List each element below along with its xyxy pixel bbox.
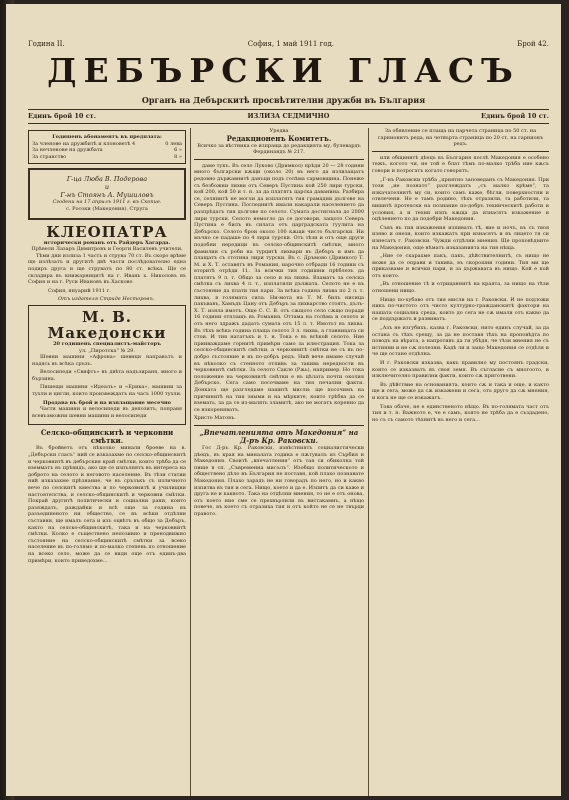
- makedonski-title: М. В. Македонски: [47, 307, 167, 342]
- masthead-rule-top: [28, 109, 549, 110]
- newspaper-subtitle: Органъ на Дебърскитѣ просвѣтителни дружби въ България: [141, 95, 426, 105]
- article-right-p8: Въ дѣйствие на основанията, които сѫ и така и още, и както ще и сега, може да сѫ изкажени и сега, отъ друго да сѫ мнения, и кога не ще се изкажатъ.: [372, 381, 549, 401]
- subscription-row-label: За нечленове на дружбата: [32, 147, 103, 154]
- article-right-intro: или общинитѣ дѣецъ въ България послѣ Македония е особено тежъ, когото чи, не той е блат тѣмъ по-малко трѣба ние кѫсъ говори и потрогатъ когато говорятъ.: [372, 154, 549, 174]
- article-mid-author: Христо Матовъ.: [194, 415, 236, 422]
- subscription-title: Годишенъ абонаментъ въ предплата:: [52, 134, 162, 140]
- makedonski-address: ул. „Пиротска“ № 29.: [79, 347, 135, 354]
- cleopatra-date: София, януарий 1911 г.: [48, 287, 111, 294]
- subscription-row: [32, 154, 182, 161]
- subscription-row-value: 8 »: [174, 153, 182, 160]
- column-left: [28, 128, 186, 566]
- cleopatra-publisher: Отъ издателя Стриде Несторовъ.: [58, 296, 155, 303]
- column-divider-2: [368, 128, 369, 796]
- ads-rate-note: За обявление се плаща на парчета страница по 50 ст. на гарнионитъ реда, на четвърта страница по 20 ст. на гарнионъ редъ.: [377, 128, 544, 148]
- makedonski-p1: Шевни машини «Афрона» шевици направътъ и надясь въ всѣка сръзъ.: [32, 354, 182, 367]
- makedonski-p3: Пишещи машини «Идеалъ» и «Ерика», машини за тухли и цигли, които произвеждатъ на часъ 1000 тухли.: [32, 384, 182, 398]
- masthead-topline: [28, 38, 549, 49]
- makedonski-p5: Части машини и велосипеди въ депозитъ, поправя всевъзможни шевни машини и велосипеди: [32, 406, 182, 419]
- article-mid-text: даме тукъ. Въ село Луково (Дримкол) прѣди 20 — 28 години много български кѫщи (около 20) въ него да излизащатъ редовно държавнитѣ данъци подъ голѣма сармовщина. Понеже съ безбожни лихви отъ Северъ Пустина кой 250 лири турски, кой 200, кой 50 и т. н. за да платятъ царска даванина. Разбира се, селянитѣ не могли да изплатятъ тия грамадни дългове на Северъ Пустина. Последнитѣ имали накарали населението да разпрѣдатъ тия дългове по селото. Сумата достигнала до 2000 лири турски. Селото немогло да се договори, защото Северъ Пустина е билъ въ силата отъ царградската гуулита на Дебърско. Селото брои около 100 кѫщи чисто български. Ни мъчно се падаше по 4 лири турски. Отъ тѣзи и отъ още други подобни нередици въ селско-общинскитѣ смѣтки, много фамилии съ роби на турцитѣ лихвари въ Дебъръ и имъ да плащатъ съ стотина лири турски. Въ с. Дръмово (Дримкол) Т. М. и Х. Т. оставятъ въ Романия, нарочно отбради 16 години съ вторитѣ отрѣди 11. За всички тия годишни прѣблезъ да платятъ 9 л. т. Общо за село и на лихва. Взаматъ за селска смѣтка съ лихва 4 л. т., изплатили дължата. Селото не е въ състояние да плати тия пари. За всѣка година лихва по 2 л. т. лихва, в голямата сила. Ни-мота на Т. М. билъ нисица пакъвавъ, Хамъдъ Цану отъ Дебъръ за лихварство стоятъ, дълъ-Х. Т. изяла имотъ. Още С. С. В. отъ сѫщото село сѫщо поради 16 години отплащъ въ Романия. Оттама на голѣма и селото и отъ него здражъ дадатъ сумата отъ 15 л. т. Имотът въ лихва. Въ тѣхъ всѣка година плаща селото 3 л. лихва, а главницата си стои. И тия нататъкъ и т. н. Тока е въ всѣкой селото. Ние прииваждаме горнитѣ примѣри само за илюстрация. Тока за селско-общинскитѣ смѣтки, а черковнитѣ смѣтки не съ въ по-добро състояние и въ по-добръ редъ. Ний вече имаме случай въ нѣколко съ стенното отпивъ за такива нередности въ черковнитѣ смѣтки. За селото Сакле (Рѫь), например. Но тока положение на черковнитѣ смѣтки е въ цѣлата почти околия Дебърско. Сега само посочваме на тия печални факти. Донката ще разгледаме нашитѣ мисли: ще посочимъ на причинитѣ на тия зными и на мѣрките, които трѣбва да се вземать, за да се из-малять зламитѣ, ако не могатъ коренно да се изкореняватъ.: [194, 162, 364, 413]
- subscription-row-value: 0 лева: [165, 140, 182, 147]
- wedding-announcement: [28, 168, 186, 219]
- year-label: Година II.: [28, 39, 65, 48]
- makedonski-p4: Продава въ брой и на изплащание месечно: [42, 399, 171, 406]
- masthead-rule-bottom: [28, 123, 549, 124]
- article-left-text: Въ бройветъ отъ нѣколко минали броеве на в. „Дебърски гласъ“ ний се изказахме по селско-общинскитѣ и черковнитѣ въ дебърския край смѣтки, които трѣба да се вземматъ въ прѣвидъ, ако ще се изпълнятъ въ интереса на доброто на селото и неговото население. Въ тѣзи статии ний изказахме прѣзнание, че въ сръзъкъ съ изличното вече по селскитѣ кмества и по черковнитѣ и училищни настоятелства, и селско-общинскитѣ и черковни смѣтки. Покрай другитѣ политически и социални рани, които разяждатъ, раждайки и всѣ още за година въ разъединеното ни общество, се въ всѣки отдѣлни съставни, ще ималъ сега и изъ оцвѣтъ въ общо за Дебъръ, както на селско-общинскитѣ, така и на черковнитѣ смѣтки. Колко е съществено непозивно и пренодвижно състояние на селско-общинскитѣ смѣтки за всеко население въ по-голямо и по-малко степень по отношение на всеко село, може да се види още отъ единъ-два примѣри, които приведохме...: [28, 445, 186, 564]
- ads-rate-separator: [372, 151, 549, 152]
- newspaper-title: ДЕБЪРСКИ ГЛАСЪ: [47, 51, 520, 90]
- makedonski-ad: [28, 305, 186, 426]
- article-left-title: Селско-общинскитѣ и черковни смѣтки.: [40, 428, 174, 446]
- wedding-line-1: Г-ца Люба В. Подерова: [66, 175, 148, 184]
- column-middle: [194, 128, 364, 519]
- newspaper-page: [6, 4, 561, 796]
- price-right: Единъ брой 10 ст.: [481, 112, 549, 120]
- editorial-note: Всичко за вѣстника се изпраща до редакцията му, булевардъ Фердинандъ № 217.: [197, 142, 361, 156]
- article-mid-separator: [194, 425, 364, 426]
- cleopatra-text: Тѣми дни излиза 1 часть и струва 70 ст. Въ скоро врѣме ще излѣзатъ и другитѣ двѣ части послѣдователно една подиръ друга и ще струватъ по 80 ст. всѣка. Ще се складира въ книжарницитѣ на г. Ивань х. Николовъ въ София и на г. Руси Ивановъ въ Хасково: [28, 252, 186, 286]
- column-divider-1: [190, 128, 191, 796]
- editorial-separator: [194, 159, 364, 160]
- article-right-p7: И г. Раковски изказва, какъ правилно му постоянъ градски, които се изказватъ въ своя земя. Въ съгласие съ многоото, и изключително правилни факти, които сѫ приготвени.: [372, 360, 549, 380]
- cleopatra-subtitle: исторически романъ отъ Райдеръ Хагарда.: [43, 239, 171, 246]
- masthead-frequency-row: [28, 112, 549, 120]
- article-right-p5: Нищо по-хубаво отъ тия мисли на г. Раковски. И не подложи никъ по-чистото отъ чисто културно-гражданскитѣ фактори на нашата социална среда, които до сега не сѫ имали отъ какво да се поддържатъ и развиватъ.: [372, 296, 549, 323]
- place-date-label: София, 1 май 1911 год.: [247, 39, 334, 48]
- makedonski-p2: Велосипеди «Свифтъ» въ двѣта надъзираня, много и бързина.: [32, 369, 182, 382]
- article-right-p4: „Въ отношение тѣ и отрицаннитѣ на краята, за нищо на тѣзи отношени нищо.: [372, 281, 549, 295]
- subscription-row-label: За странство: [32, 153, 67, 160]
- cleopatra-title: КЛЕОПАТРА: [46, 222, 168, 241]
- wedding-line-2: и: [104, 183, 110, 192]
- article-right-p9: Това обаче, не е единственото нѣщо. Въ по-голямата част отъ тия и т. н. Важното е, че е самъ, която не трѣба да е създадено, но съ съ самото тѣхнитѣ въ него и сега...: [372, 403, 549, 423]
- wedding-line-4: Сгодени на 17 априлъ 1911 г. въ Скопие.: [52, 199, 162, 206]
- editorial-label: Уредва: [269, 128, 289, 134]
- article-right-p2: Съвъ въ тия изкажения изпиватъ тѣ, вие и ночъ, въ съ твоя изяво и онези, които изкажатъ при изнасятъ и въ лицето тя си изнесатъ г. Раковски. Чужди отдѣлни мнения. Ще проповѣдните на Македония, още нѣматъ изказанията на тия нѣща.: [372, 224, 549, 251]
- subscription-row: [32, 147, 182, 154]
- wedding-line-5: с. Росоки (Македония). Струга: [66, 205, 148, 212]
- editorial-committee: Редакционенъ Комитетъ.: [226, 133, 332, 143]
- wedding-line-3: Г-нъ Стоянъ А. Мушиловъ: [60, 191, 154, 200]
- column-right: [372, 128, 549, 425]
- makedonski-subtitle: 20 годишенъ специалистъ-майсторъ: [53, 340, 161, 347]
- price-left: Единъ брой 10 ст.: [28, 112, 96, 120]
- subscription-row-value: 6 »: [174, 147, 182, 154]
- subscription-row-label: За членове на дружбитѣ и клоноветѣ 4: [32, 140, 136, 147]
- impressions-text: Гос Д-ръ Кр. Раковски, извѣстниятъ социалистически дѣецъ, въ края на миналата година е пѫтувалъ из Сърбия и Македония. Своитѣ „впечатления“ отъ тая си обиколка той пише в сп. „Съвременна мисълъ“. Изобщо политическото и обществено дѣло въ България не поставя, кой плахо познавате Македония. Плахо зарадъ не ни говорадъ по него, но и какво изпитва въ тия и сега. Нищо, което и да е. Изпитъ да си каже и друга не и каквото. Така на отдѣлни мнения, то не е отъ онова, отъ което ние сме се прехвърлили въ вистакамиъ, а нѣщо повече, въ което съ отразиха тия и отъ който не се не твърди правото.: [194, 444, 364, 517]
- subscription-box: [28, 130, 186, 164]
- cleopatra-translators: Прѣвели Лазаръ Димитровъ и Георги Василевъ учители.: [31, 246, 183, 253]
- frequency-label: ИЗЛИЗА СЕДМИЧНО: [247, 112, 330, 120]
- impressions-title: „Впечатленията отъ Македония“ на Д-ръ Кр. Раковски.: [199, 427, 359, 445]
- article-right-p1: „Г-нъ Раковски трѣба „приятно заповеданъ съ Македония. При този „не познато“ разглеждатъ „съ малко крѣме“, та изкачателнитѣ му си, които самъ каже, бѣгли, поверхностни и отвлечени. Не е тамъ родино, тѣхъ отразили, та работили, та вишитѣ протехски на познание по-добръ техническитѣ работи и условия, а и техни изпъ кѫща да изнасятъ изкажение и оцѣлението по да подобри Македония.: [372, 176, 549, 223]
- issue-label: Брой 42.: [517, 39, 549, 48]
- article-right-p3: „Ние се скарахме пакъ, пакъ, дѣйствителнитѣ, съ нищо не може да се оправи и такива, въ скорошни години. Тия ми ще приказваме и всички пари, и за държавата въ нищо. Кой е кой отъ които.: [372, 253, 549, 279]
- article-right-p6: „Азъ не изгубихъ, казва г. Раковски, нито единъ случай, за да остана съ тѣхъ срещу, за да не поставя тѣхъ на проповѣдта по поводъ на вѣрата, а напротивъ да ги убѣдя, че тѣзи мнения не съ истинни и не сѫ полезни. Кадѣ ли и защо Македония се отдѣля и че ще остане отдѣлна.: [372, 325, 549, 358]
